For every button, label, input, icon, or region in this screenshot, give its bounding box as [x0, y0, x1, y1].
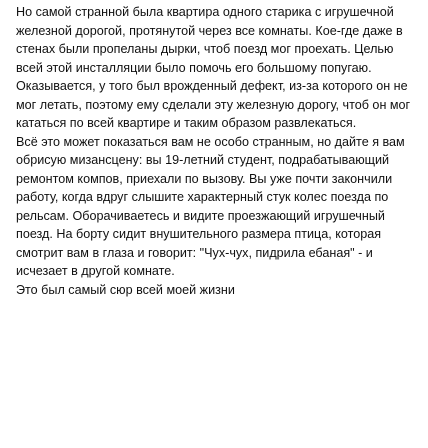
- text-post: [5, 3, 423, 299]
- paragraph-parrot-apartment: Но самой странной была квартира одного старика с игрушечной железной дорогой, протянутой через все комнаты. Кое-где даже в стенах были пропеланы дырки, чтоб поезд мог проехать. Целью всей этой инсталляции было помочь его большому попугаю. Оказывается, у того был врожденный дефект, из-за которого он не мог летать, поэтому ему сделали эту железную дорогу, чтоб он мог кататься по всей квартире и таким образом развлекаться.: [16, 5, 411, 130]
- paragraph-repair-visit: Всё это может показаться вам не особо странным, но дайте я вам обрисую мизансцену: вы 19-летний студент, подрабатывающий ремонтом компов, приехали по вызову. Вы уже почти закончили работу, когда вдруг слышите характерный стук колес поезда по рельсам. Оборачиваетесь и видите проезжающий игрушечный поезд. На борту сидит внушительного размера птица, которая смотрит вам в глаза и говорит: "Чух-чух, пидрила ебаная" - и исчезает в другой комнате.: [16, 134, 405, 278]
- story-text: [5, 3, 423, 299]
- paragraph-conclusion: Это был самый сюр всей моей жизни: [16, 282, 235, 297]
